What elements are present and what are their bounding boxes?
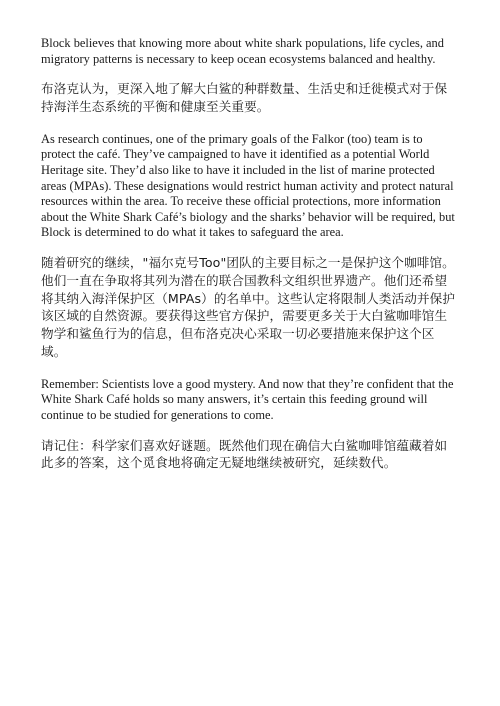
paragraph-zh-protection-goals: 随着研究的继续，"福尔克号Too"团队的主要目标之一是保护这个咖啡馆。他们一直在争取将其列为潜在的联合国教科文组织世界遗产。他们还希望将其纳入海洋保护区（MPAs）的名单中。这些认定将限制人类活动并保护该区域的自然资源。要获得这些官方保护，需要更多关于大白鲨咖啡馆生物学和鲨鱼行为的信息，但布洛克决心采取一切必要措施来保护这个区域。 (41, 254, 456, 359)
paragraph-en-protection-goals: As research continues, one of the primary goals of the Falkor (too) team is to protect the café. They’ve campaigned to have it identified as a potential World Heritage site. They’d also like to have it included in the list of marine protected areas (MPAs). These designations would restrict human activity and protect natural resources within the area. To receive these official protections, more information about the White Shark Café’s biology and the sharks’ behavior will be required, but Block is determined to do what it takes to safeguard the area. (41, 131, 455, 240)
paragraph-en-remember: Remember: Scientists love a good mystery. And now that they’re confident that the White Shark Café holds so many answers, it’s certain this feeding ground will continue to be studied for generations to come. (41, 376, 454, 422)
paragraph-en-research-importance: Block believes that knowing more about white shark populations, life cycles, and migratory patterns is necessary to keep ocean ecosystems balanced and healthy. (41, 36, 444, 66)
paragraph-zh-research-importance: 布洛克认为，更深入地了解大白鲨的种群数量、生活史和迁徙模式对于保持海洋生态系统的平衡和健康至关重要。 (41, 81, 448, 114)
paragraph-zh-remember: 请记住：科学家们喜欢好谜题。既然他们现在确信大白鲨咖啡馆蕴藏着如此多的答案，这个觅食地将确定无疑地继续被研究，延续数代。 (41, 437, 448, 471)
